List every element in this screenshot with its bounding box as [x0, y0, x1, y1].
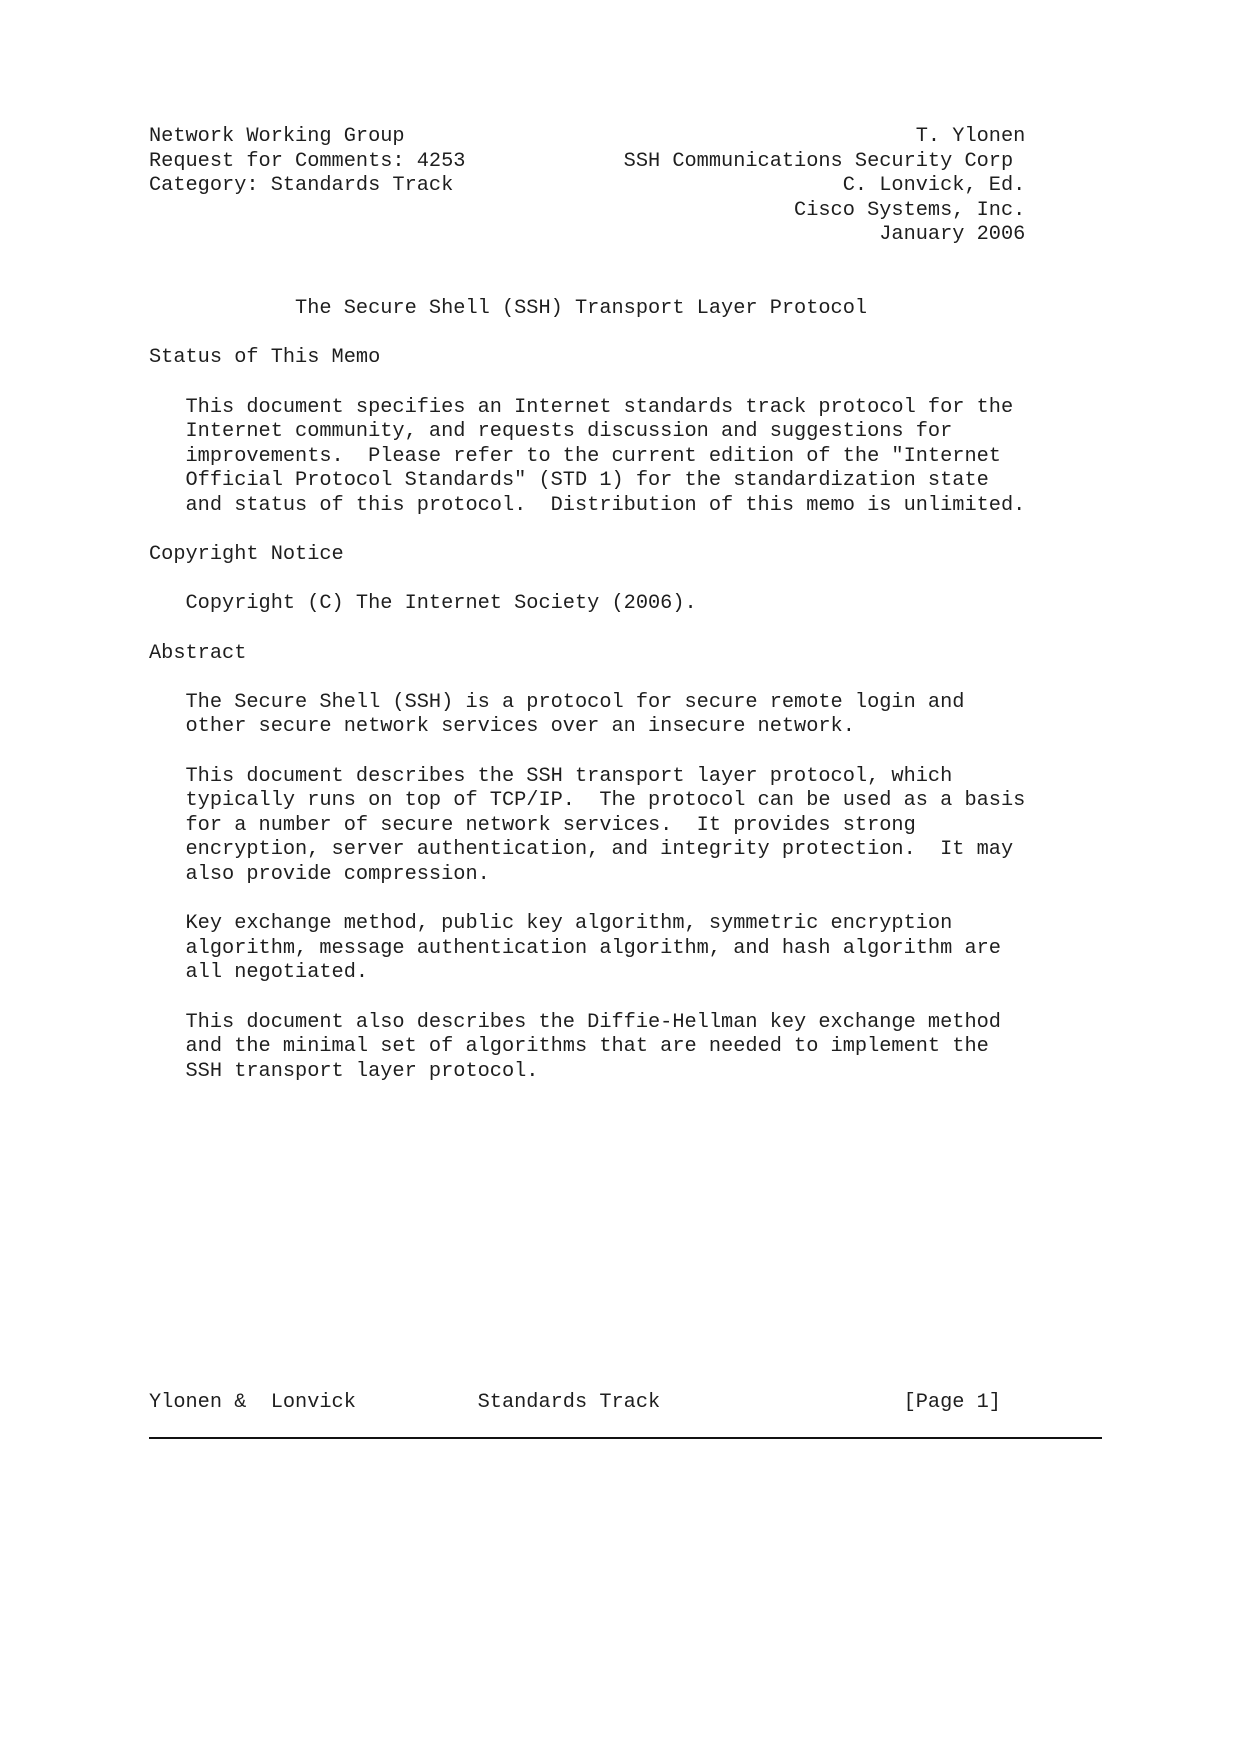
text-line: Request for Comments: 4253 SSH Communications Security Corp: [149, 149, 1014, 173]
text-line: The Secure Shell (SSH) Transport Layer Protocol: [149, 297, 868, 321]
blank-line: [149, 518, 1049, 543]
text-line: and the minimal set of algorithms that are needed to implement the: [149, 1035, 989, 1059]
text-line: This document describes the SSH transport layer protocol, which: [149, 764, 953, 788]
text-line: Official Protocol Standards" (STD 1) for the standardization state: [149, 469, 989, 493]
text-line: Cisco Systems, Inc.: [149, 198, 1026, 222]
blank-line: [149, 985, 1049, 1010]
text-line: Internet community, and requests discussion and suggestions for: [149, 420, 953, 444]
text-line: and status of this protocol. Distribution of this memo is unlimited.: [149, 494, 1026, 517]
text-line: other secure network services over an insecure network.: [149, 715, 855, 739]
text-line: Copyright (C) The Internet Society (2006).: [149, 592, 697, 616]
text-line: for a number of secure network services. It provides strong: [149, 813, 916, 837]
text-line: Key exchange method, public key algorithm, symmetric encryption: [149, 912, 953, 936]
text-line: SSH transport layer protocol.: [149, 1059, 539, 1083]
text-line: algorithm, message authentication algorithm, and hash algorithm are: [149, 936, 1001, 960]
text-line: all negotiated.: [149, 961, 369, 985]
text-line: improvements. Please refer to the current edition of the "Internet: [149, 444, 1001, 468]
text-line: This document also describes the Diffie-Hellman key exchange method: [149, 1010, 1001, 1034]
text-line: typically runs on top of TCP/IP. The protocol can be used as a basis: [149, 789, 1026, 813]
text-line: also provide compression.: [149, 863, 490, 886]
text-line: Category: Standards Track C. Lonvick, Ed.: [149, 174, 1026, 198]
text-line: Abstract: [149, 641, 247, 665]
text-line: Status of This Memo: [149, 346, 381, 370]
footer-rule: [149, 1437, 1102, 1439]
blank-line: [149, 272, 1049, 297]
text-line: The Secure Shell (SSH) is a protocol for secure remote login and: [149, 690, 965, 714]
text-line: This document specifies an Internet standards track protocol for the: [149, 395, 1014, 419]
blank-line: [149, 887, 1049, 912]
text-line: encryption, server authentication, and integrity protection. It may: [149, 838, 1014, 862]
blank-line: [149, 321, 1049, 346]
page-footer: Ylonen & Lonvick Standards Track [Page 1]: [149, 1391, 1001, 1414]
text-line: January 2006: [149, 223, 1026, 247]
blank-line: [149, 567, 1049, 592]
blank-line: [149, 616, 1049, 641]
blank-line: [149, 739, 1049, 764]
text-line: Network Working Group T. Ylonen: [149, 125, 1026, 148]
text-line: Copyright Notice: [149, 543, 344, 567]
blank-line: [149, 665, 1049, 690]
blank-line: [149, 370, 1049, 395]
blank-line: [149, 247, 1049, 272]
